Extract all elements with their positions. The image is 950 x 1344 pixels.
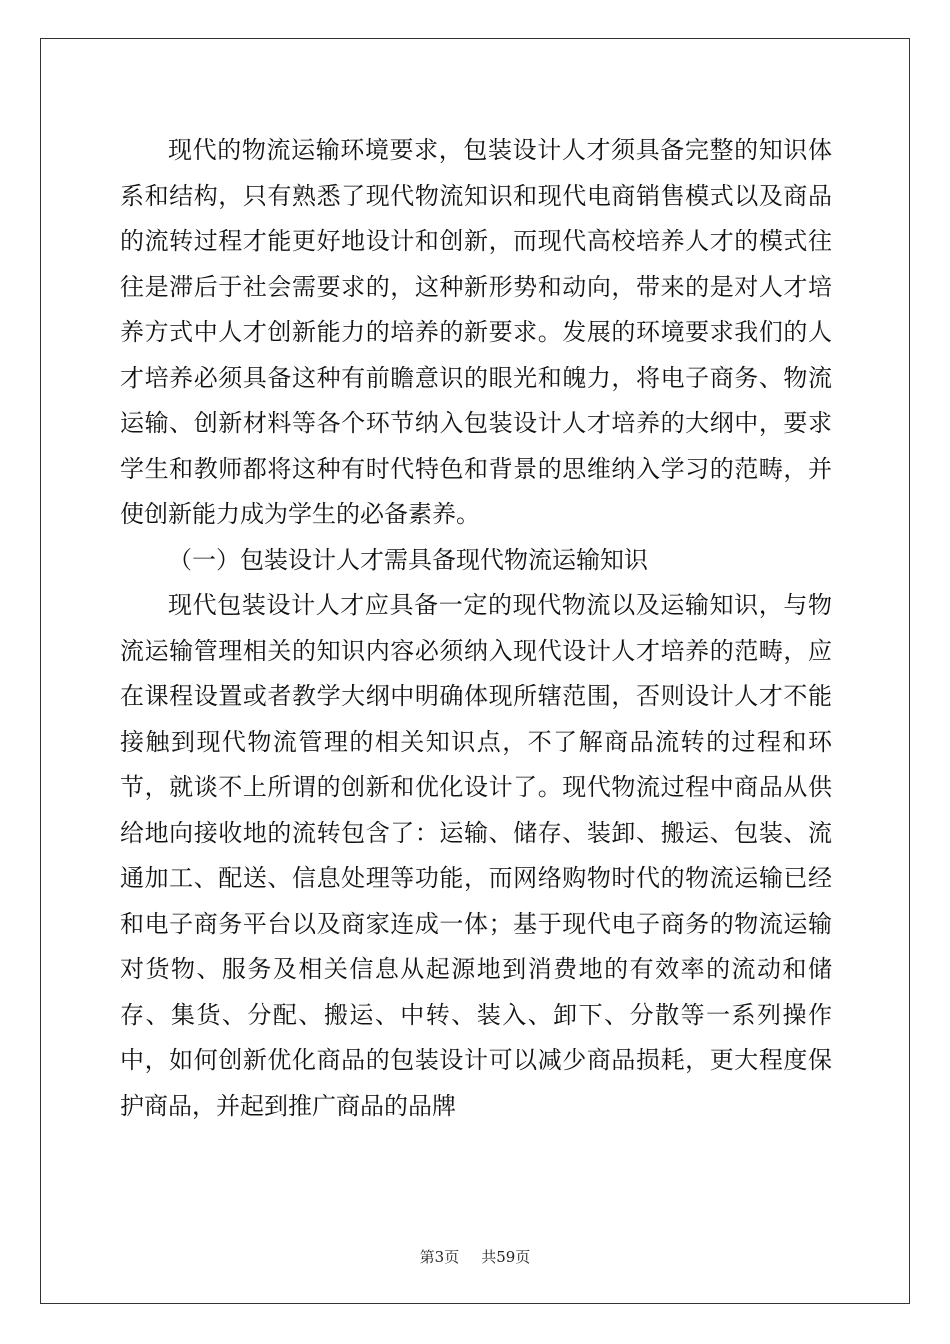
page-number: 第3页 <box>419 1248 460 1266</box>
paragraph-1: 现代的物流运输环境要求，包装设计人才须具备完整的知识体系和结构，只有熟悉了现代物流知识和现代电商销售模式以及商品的流转过程才能更好地设计和创新，而现代高校培养人才的模式往往是滞后于社会需要求的，这种新形势和动向，带来的是对人才培养方式中人才创新能力的培养的新要求。发展的环境要求我们的人才培养必须具备这种有前瞻意识的眼光和魄力，将电子商务、物流运输、创新材料等各个环节纳入包装设计人才培养的大纲中，要求学生和教师都将这种有时代特色和背景的思维纳入学习的范畴，并使创新能力成为学生的必备素养。 <box>120 136 832 528</box>
page-total: 共59页 <box>481 1248 531 1266</box>
paragraph-2: 现代包装设计人才应具备一定的现代物流以及运输知识，与物流运输管理相关的知识内容必须纳入现代设计人才培养的范畴，应在课程设置或者教学大纲中明确体现所辖范围，否则设计人才不能接触到现代物流管理的相关知识点，不了解商品流转的过程和环节，就谈不上所谓的创新和优化设计了。现代物流过程中商品从供给地向接收地的流转包含了：运输、储存、装卸、搬运、包装、流通加工、配送、信息处理等功能，而网络购物时代的物流运输已经和电子商务平台以及商家连成一体；基于现代电子商务的物流运输对货物、服务及相关信息从起源地到消费地的有效率的流动和储存、集货、分配、搬运、中转、装入、卸下、分散等一系列操作中，如何创新优化商品的包装设计可以减少商品损耗，更大程度保护商品，并起到推广商品的品牌 <box>120 591 832 1120</box>
page-footer <box>0 1246 950 1267</box>
section-heading: （一）包装设计人才需具备现代物流运输知识 <box>168 545 648 574</box>
document-body <box>120 128 832 1129</box>
